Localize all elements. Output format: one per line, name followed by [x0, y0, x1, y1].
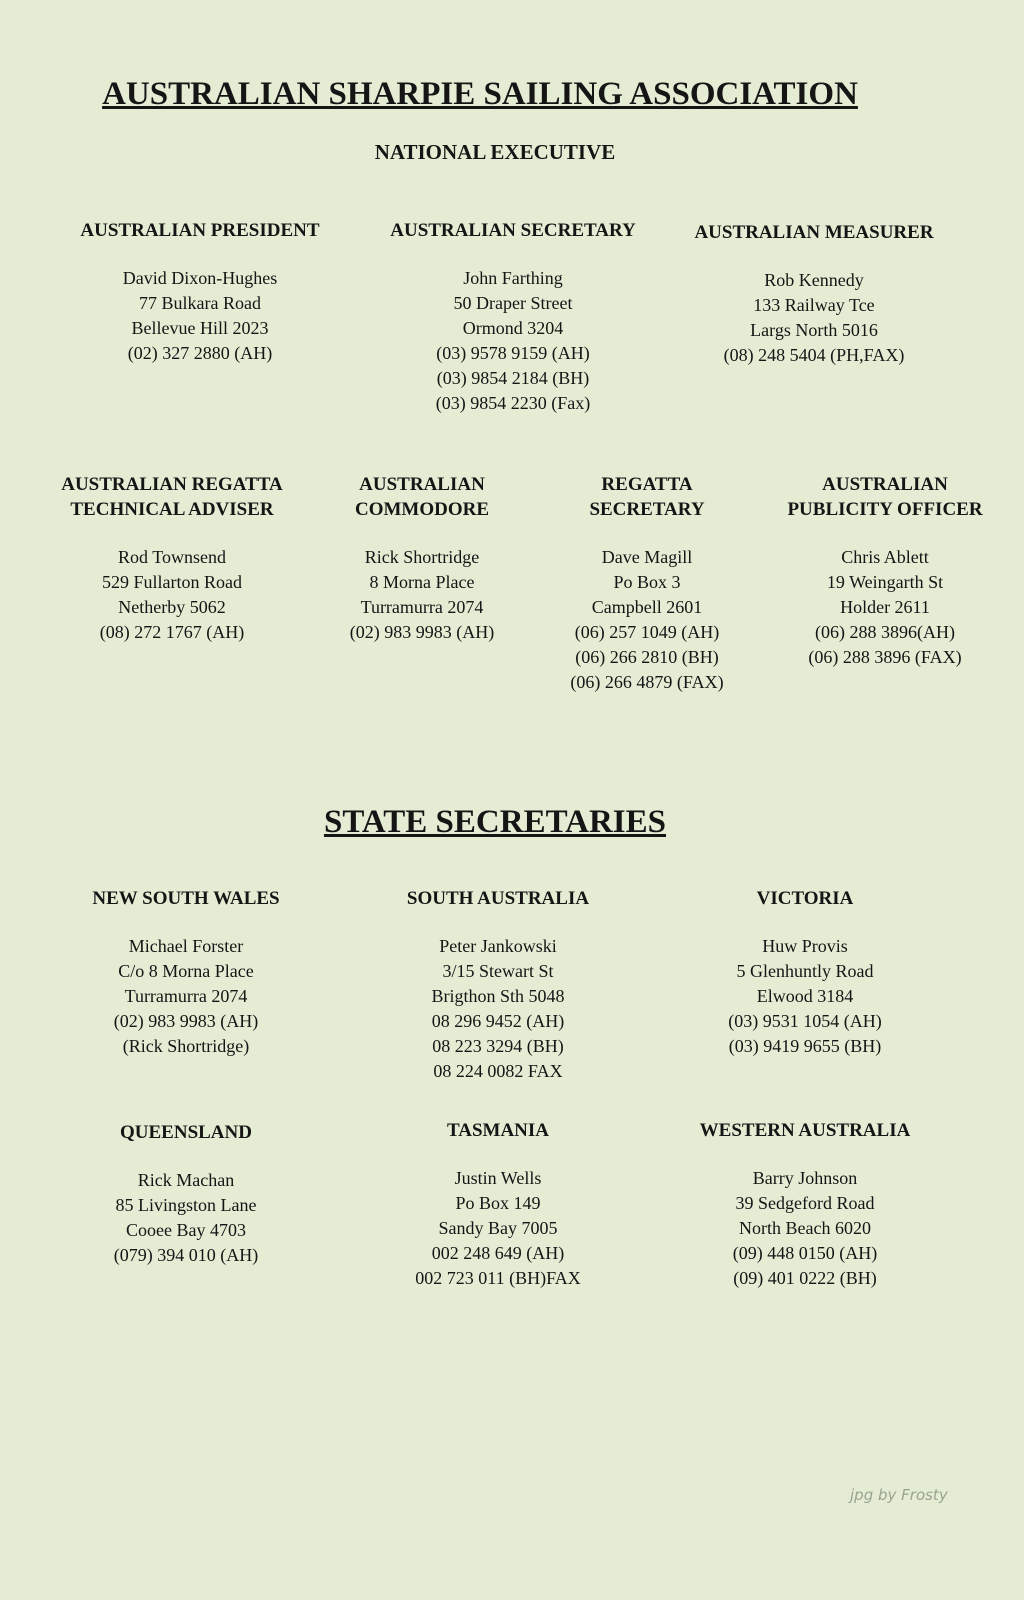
block-title — [60, 1120, 312, 1145]
contact-line: Holder 2611 — [840, 597, 930, 617]
block-title-line: QUEENSLAND — [120, 1122, 252, 1143]
contact-line: (03) 9419 9655 (BH) — [728, 1036, 882, 1056]
block-title-line: REGATTA — [601, 474, 693, 495]
contact-line: 08 296 9452 (AH) — [431, 1011, 565, 1031]
scan-credit: jpg by Frosty — [850, 1486, 948, 1504]
block-title-line: NEW SOUTH WALES — [92, 888, 280, 909]
exec-block — [770, 472, 1000, 670]
contact-details — [60, 934, 312, 1059]
contact-line: Po Box 3 — [613, 572, 681, 592]
contact-line: Campbell 2601 — [591, 597, 703, 617]
contact-line: (06) 266 2810 (BH) — [575, 647, 719, 667]
contact-name: Rick Shortridge — [364, 547, 480, 567]
contact-line: (02) 983 9983 (AH) — [113, 1011, 259, 1031]
contact-line: 77 Bulkara Road — [139, 293, 261, 313]
block-title — [680, 220, 948, 245]
contact-line: Netherby 5062 — [118, 597, 226, 617]
exec-block — [680, 220, 948, 368]
block-title — [368, 218, 658, 243]
contact-line: C/o 8 Morna Place — [118, 961, 254, 981]
block-title — [60, 218, 340, 243]
contact-details — [544, 545, 750, 695]
contact-line: (09) 401 0222 (BH) — [733, 1268, 877, 1288]
exec-block — [322, 472, 522, 645]
block-title — [40, 472, 304, 522]
contact-name: Rob Kennedy — [764, 270, 864, 290]
page-title: AUSTRALIAN SHARPIE SAILING ASSOCIATION — [102, 76, 858, 112]
block-title — [60, 886, 312, 911]
block-title — [680, 886, 930, 911]
contact-details — [40, 545, 304, 645]
contact-details — [60, 1168, 312, 1268]
contact-line: (06) 266 4879 (FAX) — [570, 672, 724, 692]
state-block — [60, 886, 312, 1059]
contact-details — [770, 545, 1000, 670]
contact-name: John Farthing — [463, 268, 563, 288]
contact-name: Rod Townsend — [118, 547, 226, 567]
section-subtitle: NATIONAL EXECUTIVE — [374, 140, 616, 164]
block-title-line: AUSTRALIAN SECRETARY — [390, 220, 636, 241]
contact-line: Elwood 3184 — [756, 986, 854, 1006]
block-title-line: PUBLICITY OFFICER — [787, 499, 983, 520]
contact-line: 3/15 Stewart St — [442, 961, 554, 981]
block-title-line: COMMODORE — [354, 499, 490, 520]
contact-line: (08) 272 1767 (AH) — [99, 622, 245, 642]
contact-line: Cooee Bay 4703 — [126, 1220, 246, 1240]
state-block — [680, 886, 930, 1059]
block-title — [322, 472, 522, 522]
contact-line: (03) 9854 2230 (Fax) — [435, 393, 591, 413]
block-title-line: SECRETARY — [589, 499, 705, 520]
exec-block — [40, 472, 304, 645]
exec-block — [544, 472, 750, 695]
contact-line: 85 Livingston Lane — [115, 1195, 257, 1215]
contact-details — [60, 266, 340, 366]
block-title — [770, 472, 1000, 522]
contact-line: (03) 9854 2184 (BH) — [436, 368, 590, 388]
contact-details — [368, 266, 658, 416]
block-title-line: AUSTRALIAN — [359, 474, 485, 495]
block-title-line: SOUTH AUSTRALIA — [406, 888, 590, 909]
contact-details — [680, 934, 930, 1059]
contact-name: Rick Machan — [137, 1170, 235, 1190]
block-title-line: VICTORIA — [756, 888, 854, 909]
contact-line: (Rick Shortridge) — [122, 1036, 250, 1056]
exec-block — [368, 218, 658, 416]
contact-line: Po Box 149 — [455, 1193, 541, 1213]
contact-line: (02) 983 9983 (AH) — [349, 622, 495, 642]
block-title-line: AUSTRALIAN MEASURER — [694, 222, 934, 243]
contact-line: 133 Railway Tce — [753, 295, 875, 315]
state-block — [380, 886, 616, 1084]
contact-line: 19 Weingarth St — [826, 572, 944, 592]
contact-line: North Beach 6020 — [739, 1218, 871, 1238]
contact-line: (02) 327 2880 (AH) — [127, 343, 273, 363]
contact-line: (06) 257 1049 (AH) — [574, 622, 720, 642]
contact-name: Michael Forster — [128, 936, 244, 956]
contact-line: (09) 448 0150 (AH) — [732, 1243, 878, 1263]
block-title-line: WESTERN AUSTRALIA — [699, 1120, 911, 1141]
contact-line: Turramurra 2074 — [124, 986, 248, 1006]
contact-line: (03) 9578 9159 (AH) — [436, 343, 590, 363]
contact-details — [322, 545, 522, 645]
contact-line: (08) 248 5404 (PH,FAX) — [723, 345, 905, 365]
contact-line: Bellevue Hill 2023 — [131, 318, 269, 338]
block-title-line: AUSTRALIAN — [822, 474, 948, 495]
contact-line: Sandy Bay 7005 — [438, 1218, 558, 1238]
contact-line: 002 723 011 (BH)FAX — [415, 1268, 581, 1288]
block-title-line: TASMANIA — [446, 1120, 550, 1141]
block-title-line: AUSTRALIAN REGATTA — [61, 474, 283, 495]
contact-line: (06) 288 3896(AH) — [815, 622, 955, 642]
contact-name: Barry Johnson — [752, 1168, 858, 1188]
block-title-line: AUSTRALIAN PRESIDENT — [80, 220, 320, 241]
contact-line: 08 223 3294 (BH) — [432, 1036, 564, 1056]
block-title — [680, 1118, 930, 1143]
contact-details — [680, 268, 948, 368]
block-title — [544, 472, 750, 522]
contact-line: (06) 288 3896 (FAX) — [808, 647, 962, 667]
contact-line: 08 224 0082 FAX — [433, 1061, 563, 1081]
contact-name: Dave Magill — [601, 547, 693, 567]
state-secretaries-heading: STATE SECRETARIES — [323, 804, 667, 840]
contact-name: Justin Wells — [454, 1168, 542, 1188]
state-block — [680, 1118, 930, 1291]
block-title — [380, 1118, 616, 1143]
contact-name: Huw Provis — [762, 936, 848, 956]
contact-line: (03) 9531 1054 (AH) — [728, 1011, 882, 1031]
contact-line: 8 Morna Place — [369, 572, 475, 592]
contact-line: Ormond 3204 — [462, 318, 564, 338]
contact-line: 5 Glenhuntly Road — [736, 961, 874, 981]
state-block — [60, 1120, 312, 1268]
block-title-line: TECHNICAL ADVISER — [70, 499, 274, 520]
contact-details — [680, 1166, 930, 1291]
contact-name: David Dixon-Hughes — [122, 268, 278, 288]
contact-line: 529 Fullarton Road — [102, 572, 242, 592]
exec-block — [60, 218, 340, 366]
contact-name: Peter Jankowski — [439, 936, 557, 956]
contact-line: Brigthon Sth 5048 — [431, 986, 565, 1006]
contact-line: 39 Sedgeford Road — [735, 1193, 875, 1213]
contact-line: 002 248 649 (AH) — [431, 1243, 565, 1263]
contact-line: Largs North 5016 — [750, 320, 878, 340]
state-block — [380, 1118, 616, 1291]
contact-line: (079) 394 010 (AH) — [113, 1245, 259, 1265]
contact-details — [380, 934, 616, 1084]
contact-details — [380, 1166, 616, 1291]
block-title — [380, 886, 616, 911]
contact-name: Chris Ablett — [841, 547, 929, 567]
contact-line: Turramurra 2074 — [360, 597, 484, 617]
contact-line: 50 Draper Street — [453, 293, 573, 313]
